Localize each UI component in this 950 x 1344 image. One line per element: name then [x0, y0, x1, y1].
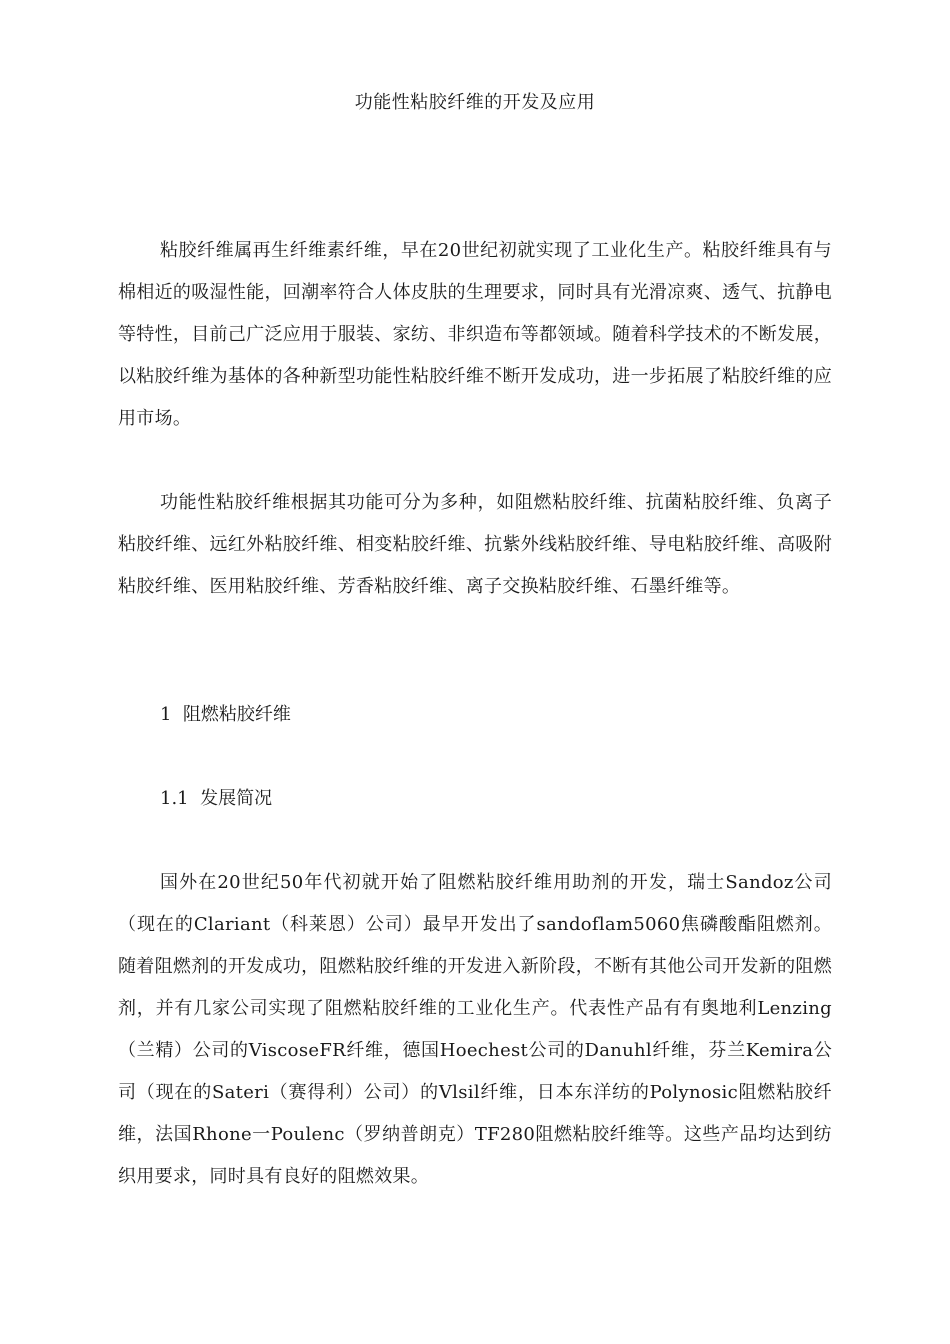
section-heading-1: 1 阻燃粘胶纤维 [160, 704, 291, 725]
paragraph-intro: 粘胶纤维属再生纤维素纤维，早在20世纪初就实现了工业化生产。粘胶纤维具有与棉相近的吸湿性能，回潮率符合人体皮肤的生理要求，同时具有光滑凉爽、透气、抗静电等特性，目前己广泛应用于服装、家纺、非织造布等都领域。随着科学技术的不断发展，以粘胶纤维为基体的各种新型功能性粘胶纤维不断开发成功，进一步拓展了粘胶纤维的应用市场。 [118, 240, 832, 429]
paragraph-development: 国外在20世纪50年代初就开始了阻燃粘胶纤维用助剂的开发，瑞士Sandoz公司（现在的Clariant（科莱恩）公司）最早开发出了sandoflam5060焦磷酸酯阻燃剂。随着阻燃剂的开发成功，阻燃粘胶纤维的开发进入新阶段，不断有其他公司开发新的阻燃剂，并有几家公司实现了阻燃粘胶纤维的工业化生产。代表性产品有有奥地利Lenzing（兰精）公司的ViscoseFR纤维，德国Hoechest公司的Danuhl纤维，芬兰Kemira公司（现在的Sateri（赛得利）公司）的Vlsil纤维，日本东洋纺的Polynosic阻燃粘胶纤维，法国Rhone一Poulenc（罗纳普朗克）TF280阻燃粘胶纤维等。这些产品均达到纺织用要求，同时具有良好的阻燃效果。 [118, 872, 832, 1187]
paragraph-types: 功能性粘胶纤维根据其功能可分为多种，如阻燃粘胶纤维、抗菌粘胶纤维、负离子粘胶纤维、远红外粘胶纤维、相变粘胶纤维、抗紫外线粘胶纤维、导电粘胶纤维、高吸附粘胶纤维、医用粘胶纤维、芳香粘胶纤维、离子交换粘胶纤维、石墨纤维等。 [118, 492, 832, 597]
document-title: 功能性粘胶纤维的开发及应用 [354, 92, 596, 113]
section-heading-1-1: 1.1 发展简况 [160, 788, 273, 809]
